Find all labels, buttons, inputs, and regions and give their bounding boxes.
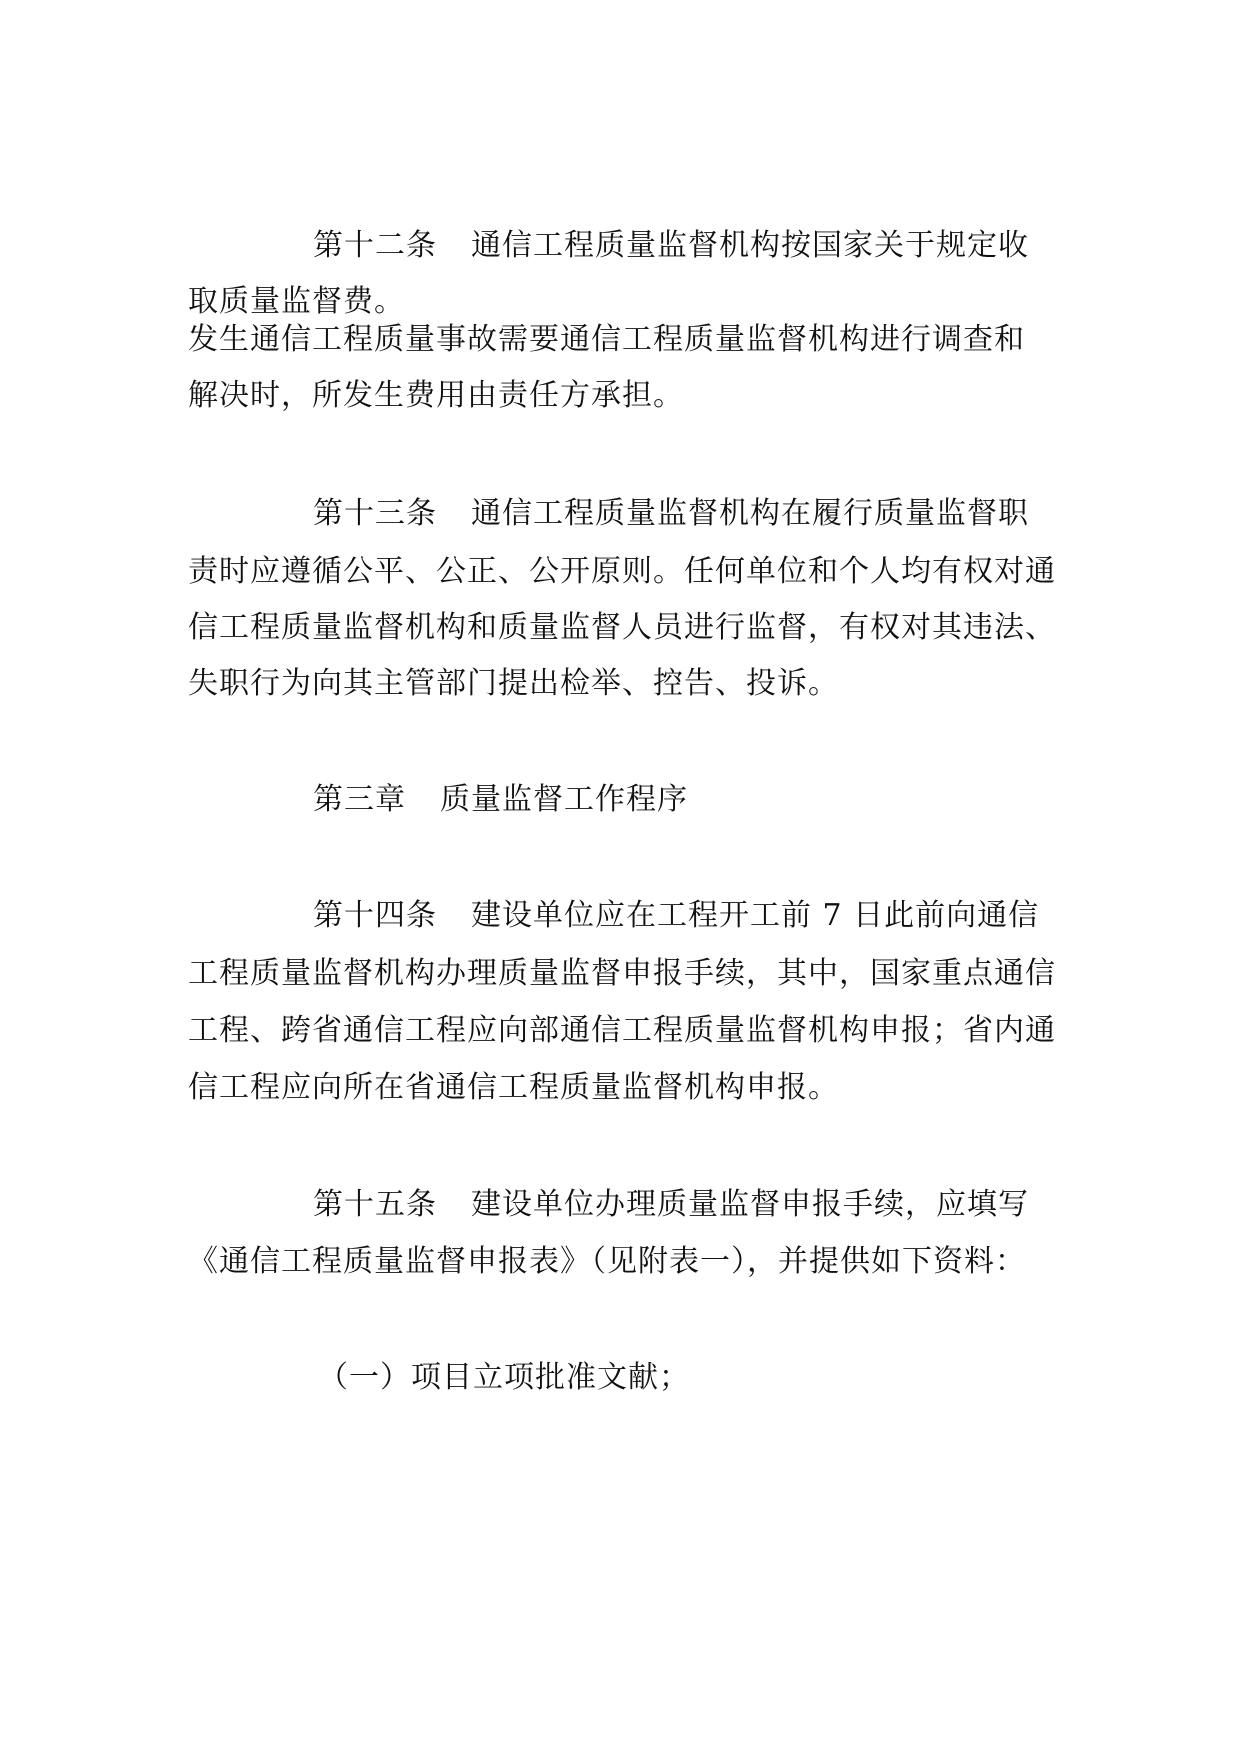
article-15-text-1: 建设单位办理质量监督申报手续，应填写 xyxy=(471,1187,1029,1222)
article-14-text-1: 建设单位应在工程开工前 7 日此前向通信 xyxy=(471,898,1040,933)
article-14-line-3: 工程、跨省通信工程应向部通信工程质量监督机构申报；省内通 xyxy=(188,1013,1056,1048)
article-12-line-4: 解决时，所发生费用由责任方承担。 xyxy=(188,378,684,413)
article-13-line-3: 信工程质量监督机构和质量监督人员进行监督，有权对其违法、 xyxy=(188,610,1056,645)
list-item: （一）项目立项批准文献； xyxy=(318,1360,690,1395)
article-15-line-1 xyxy=(313,1185,1029,1225)
article-12-line-2: 取质量监督费。 xyxy=(188,284,405,319)
article-12-heading: 第十二条 xyxy=(313,228,437,263)
article-14-line-2: 工程质量监督机构办理质量监督申报手续，其中，国家重点通信 xyxy=(188,956,1056,991)
article-14-heading: 第十四条 xyxy=(313,898,437,933)
chapter-3-title xyxy=(313,780,688,820)
article-13-heading: 第十三条 xyxy=(313,496,437,531)
article-15-heading: 第十五条 xyxy=(313,1187,437,1222)
article-13-line-1 xyxy=(313,494,1029,534)
chapter-3-heading: 第三章 xyxy=(313,782,406,817)
chapter-3-text: 质量监督工作程序 xyxy=(440,782,688,817)
article-14-line-4: 信工程应向所在省通信工程质量监督机构申报。 xyxy=(188,1070,839,1105)
article-12-line-3: 发生通信工程质量事故需要通信工程质量监督机构进行调查和 xyxy=(188,322,1025,357)
article-12-text-1: 通信工程质量监督机构按国家关于规定收 xyxy=(471,228,1029,263)
article-14-line-1 xyxy=(313,896,1039,936)
article-13-line-2: 责时应遵循公平、公正、公开原则。任何单位和个人均有权对通 xyxy=(188,554,1056,589)
article-12-line-1 xyxy=(313,226,1029,266)
article-13-line-4: 失职行为向其主管部门提出检举、控告、投诉。 xyxy=(188,666,839,701)
article-15-line-2: 《通信工程质量监督申报表》（见附表一），并提供如下资料： xyxy=(188,1244,1026,1279)
article-13-text-1: 通信工程质量监督机构在履行质量监督职 xyxy=(471,496,1029,531)
